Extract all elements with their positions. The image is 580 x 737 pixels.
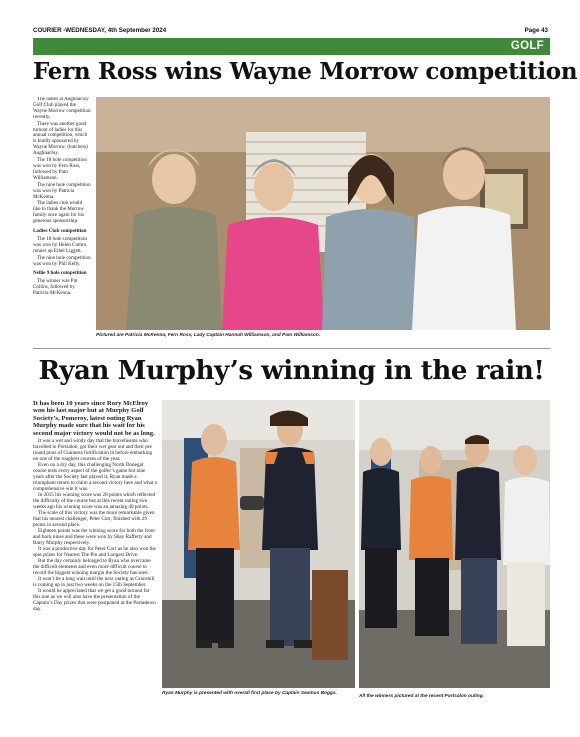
story2-lead: It has been 10 years since Rory McElroy won his last major but at Murphy Golf Society’s, Pomeroy, latest outing Ryan Murphy made sure that his wait for his second major victory would not be as long.	[33, 400, 155, 437]
story1-body	[33, 97, 91, 347]
paragraph: It was a productive day for Peter Corr as he also won the spot prizes for Nearest The Pin and Longest Drive.	[33, 546, 156, 559]
paragraph: Even on a dry day, this challenging North Donegal course tests every aspect of the golfer’s game but nine years after the Society last played it, Ryan made a triumphant return to claim a second victory here and what a comprehensive win it was.	[33, 462, 157, 493]
section-label: GOLF	[510, 40, 544, 52]
paragraph: The nine hole competition was won by Phil Kelly.	[33, 254, 91, 267]
story2-caption-right: All the winners pictured at the recent Portsalon outing.	[359, 694, 485, 699]
masthead-page-number: Page 43	[524, 27, 548, 34]
divider	[33, 348, 550, 349]
paragraph: The nine hole competition was won by Patricia McKenna.	[33, 181, 91, 200]
paragraph: The 18 hole competition was won by Fern Ross, followed by Pam Williamson.	[33, 157, 87, 181]
paragraph: The ladies at Aughnacloy Golf Club played the Wayne Morrow competition recently.	[33, 97, 91, 120]
subheading: Nellie 9 hole competition	[33, 270, 87, 277]
paragraph: The 18 hole competition was won by Helen Cuthro, runner up Ethel Liggett.	[33, 235, 88, 254]
story2-body	[33, 400, 157, 700]
masthead	[33, 25, 550, 37]
paragraph: But the day certainly belonged to Ryan who overcame the difficult elements and even more difficult course to record the biggest winning margin the Society has seen.	[33, 558, 151, 577]
paragraph: Eighteen points was the winning score for both the front and back nines and these were won by Shay Rafferty and Barry Murphy respectively.	[33, 528, 155, 547]
paragraph: It won’t be a long wait until the next outing as Gracehill is coming up in just two weeks on the 15th September.	[33, 576, 155, 589]
masthead-publication: COURIER -WEDNESDAY, 4th September 2024	[33, 27, 167, 34]
story2-photo-presentation	[162, 400, 355, 688]
story2-caption-left: Ryan Murphy is presented with overall first place by Captain Seamus Boggs.	[162, 691, 337, 696]
paragraph: In 2015 his winning score was 28 points which reflected the difficulty of the course but at this recent outing two weeks ago his winning score was an amazing 40 points.	[33, 492, 156, 511]
paragraph: It would be appreciated that we get a good turnout for this one as we will also have the presentation of the Captain’s Day prizes that were postponed at the Portadown day.	[33, 588, 156, 613]
paragraph: The winner was Pat Collins, followed by Patricia McKenna.	[33, 278, 78, 297]
paragraph: The ladies club would like to thank the Morrow family once again for his generous sponsorship.	[33, 200, 84, 225]
paragraph: It was a wet and windy day that the braveheams who travelled to Portsalon, got their wet gear out and their pre round pints of Guinness fortification in before embarking on one of the toughest courses of the year.	[33, 438, 153, 463]
subheading: Ladies Club competition	[33, 228, 87, 235]
story1-headline: Fern Ross wins Wayne Morrow competition	[33, 58, 578, 85]
story2-photo-winners	[359, 400, 550, 688]
story1-photo	[96, 97, 550, 330]
story2-headline: Ryan Murphy’s winning in the rain!	[38, 356, 545, 386]
paragraph: There was another good turnout of ladies for this annual competition, which is kindly sponsored by Wayne Morrow, (butchers) Aughnacloy.	[33, 120, 88, 157]
story1-caption: Pictured are Patricia McKenna, Fern Ross, Lady Captain Hannah Williamson, and Pam Williamson.	[96, 333, 321, 338]
section-banner	[33, 38, 550, 55]
paragraph: The scale of this victory was the more remarkable given that his nearest challenger, Peter Corr, finished with 29 points in second place.	[33, 510, 155, 529]
